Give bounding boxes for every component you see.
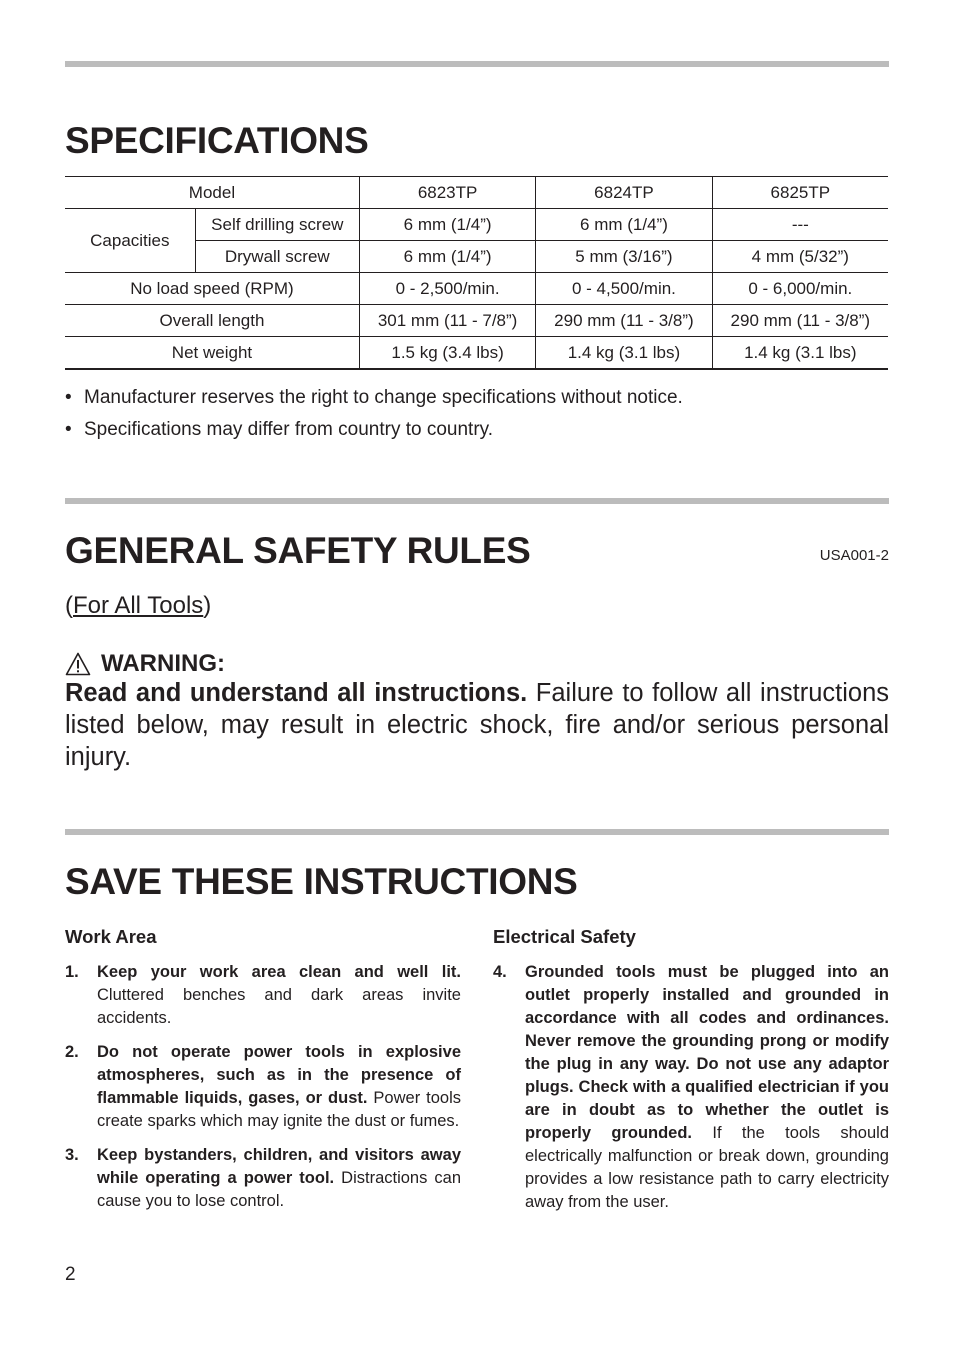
item-text (97, 1144, 461, 1213)
warning-text (65, 677, 889, 773)
table-row (65, 305, 888, 337)
table-cell: 1.4 kg (3.1 lbs) (712, 337, 888, 370)
table-row (65, 273, 888, 305)
section-divider (65, 498, 889, 504)
specifications-table (65, 176, 888, 370)
row-label: No load speed (RPM) (65, 273, 359, 305)
capacities-label: Capacities (65, 209, 195, 273)
item-bold: Keep bystanders, children, and visitors away while operating a power tool. (97, 1146, 461, 1187)
table-cell: 290 mm (11 - 3/8”) (536, 305, 712, 337)
warning-triangle-icon (65, 652, 91, 676)
list-item (65, 961, 461, 1030)
item-number: 4. (493, 963, 507, 981)
warning-label: WARNING: (101, 650, 225, 677)
table-header-model: 6823TP (359, 177, 535, 209)
electrical-safety-heading: Electrical Safety (493, 926, 636, 947)
list-item (65, 1144, 461, 1213)
table-cell: 6 mm (1/4”) (359, 209, 535, 241)
item-bold: Keep your work area clean and well lit. (97, 963, 461, 981)
list-item: • Specifications may differ from country to country. (65, 418, 683, 450)
table-row (65, 337, 888, 370)
page-number: 2 (65, 1264, 76, 1285)
item-bold: Do not operate power tools in explosive atmospheres, such as in the presence of flammable liquids, gases, or dust. (97, 1043, 461, 1107)
item-number: 1. (65, 963, 79, 981)
table-cell: 0 - 6,000/min. (712, 273, 888, 305)
item-text (97, 1041, 461, 1133)
safety-subtitle (65, 592, 211, 620)
warning-bold: Read and understand all instructions. (65, 679, 528, 707)
electrical-safety-column (493, 926, 889, 1225)
table-header-model: 6825TP (712, 177, 888, 209)
subtitle-text: For All Tools (73, 592, 204, 619)
safety-title: GENERAL SAFETY RULES (65, 530, 531, 571)
item-number: 3. (65, 1146, 79, 1164)
top-divider (65, 61, 889, 67)
subtitle-open: ( (65, 592, 73, 619)
list-item: • Manufacturer reserves the right to change specifications without notice. (65, 386, 683, 418)
table-cell: 6 mm (1/4”) (359, 241, 535, 273)
warning-body: Failure to follow all instructions listed below, may result in electric shock, fire and/or serious personal injury. (65, 679, 889, 771)
table-cell: --- (712, 209, 888, 241)
table-header-model: 6824TP (536, 177, 712, 209)
item-body: Power tools create sparks which may ignite the dust or fumes. (97, 1089, 461, 1130)
item-text (97, 961, 461, 1030)
table-cell: 301 mm (11 - 7/8”) (359, 305, 535, 337)
work-area-column (65, 926, 461, 1224)
item-text (525, 961, 889, 1214)
specification-notes (65, 386, 683, 450)
table-cell: 290 mm (11 - 3/8”) (712, 305, 888, 337)
item-number: 2. (65, 1043, 79, 1061)
item-body: If the tools should electrically malfunction or break down, grounding provides a low resistance path to carry electricity away from the user. (525, 1124, 889, 1211)
table-cell: 4 mm (5/32”) (712, 241, 888, 273)
table-cell: 5 mm (3/16”) (536, 241, 712, 273)
table-header-label: Model (65, 177, 359, 209)
row-label: Self drilling screw (195, 209, 359, 241)
save-instructions-title: SAVE THESE INSTRUCTIONS (65, 861, 578, 902)
list-item (493, 961, 889, 1214)
table-cell: 1.5 kg (3.4 lbs) (359, 337, 535, 370)
item-bold: Grounded tools must be plugged into an outlet properly installed and grounded in accordance with all codes and ordinances. Never remove the grounding prong or modify the plug in any way. Do not use any adaptor plugs. Check with a qualified electrician if you are in doubt as to whether the outlet is properly grounded. (525, 963, 889, 1142)
row-label: Overall length (65, 305, 359, 337)
item-body: Distractions can cause you to lose control. (97, 1169, 461, 1210)
item-body: Cluttered benches and dark areas invite accidents. (97, 986, 461, 1027)
table-cell: 6 mm (1/4”) (536, 209, 712, 241)
row-label: Net weight (65, 337, 359, 370)
list-item (65, 1041, 461, 1133)
warning-heading (65, 650, 225, 678)
work-area-heading: Work Area (65, 926, 157, 947)
subtitle-close: ) (203, 592, 212, 619)
row-label: Drywall screw (195, 241, 359, 273)
table-row (65, 209, 888, 241)
table-header-row (65, 177, 888, 209)
specifications-title: SPECIFICATIONS (65, 120, 369, 161)
section-divider (65, 829, 889, 835)
table-cell: 1.4 kg (3.1 lbs) (536, 337, 712, 370)
table-cell: 0 - 2,500/min. (359, 273, 535, 305)
reference-code: USA001-2 (819, 547, 889, 564)
table-cell: 0 - 4,500/min. (536, 273, 712, 305)
